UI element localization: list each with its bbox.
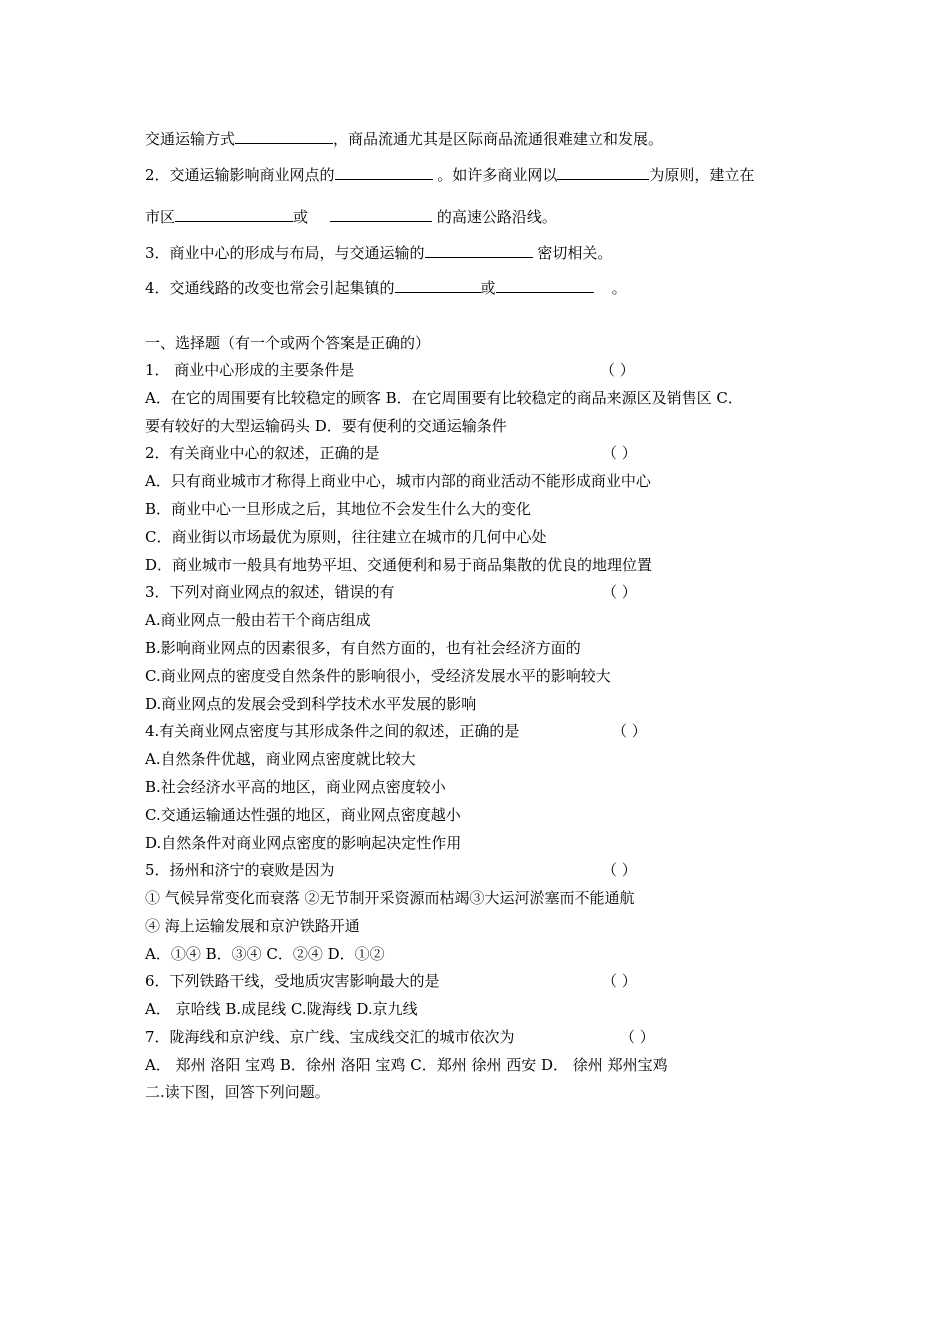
option-line: A．在它的周围要有比较稳定的顾客 B．在它周围要有比较稳定的商品来源区及销售区 C．: [145, 389, 743, 407]
fill-text: 3．商业中心的形成与布局，与交通运输的: [145, 244, 425, 262]
statement-line: ① 气候异常变化而衰落 ②无节制开采资源而枯竭③大运河淤塞而不能通航: [145, 889, 635, 907]
answer-paren[interactable]: （ ）: [600, 361, 635, 379]
fill-line-3: [145, 205, 557, 225]
question-stem: 2．有关商业中心的叙述，正确的是: [145, 444, 380, 462]
question-stem: 4.有关商业网点密度与其形成条件之间的叙述，正确的是: [145, 722, 520, 740]
question-stem: 7．陇海线和京沪线、京广线、宝成线交汇的城市依次为: [145, 1028, 515, 1046]
fill-line-5: [145, 276, 627, 296]
options-line: A． 京哈线 B.成昆线 C.陇海线 D.京九线: [145, 1000, 418, 1018]
fill-text: 为原则，建立在: [649, 166, 755, 184]
fill-text: 或: [293, 208, 309, 226]
answer-paren[interactable]: （ ）: [602, 861, 637, 879]
option-b: B．商业中心一旦形成之后，其地位不会发生什么大的变化: [145, 500, 532, 518]
answer-blank[interactable]: [557, 163, 649, 180]
question-stem: 3．下列对商业网点的叙述，错误的有: [145, 583, 395, 601]
option-d: D．商业城市一般具有地势平坦、交通便利和易于商品集散的优良的地理位置: [145, 556, 653, 574]
answer-blank[interactable]: [496, 276, 594, 293]
answer-blank[interactable]: [330, 205, 432, 222]
answer-blank[interactable]: [175, 205, 293, 222]
fill-text: 。: [611, 279, 627, 297]
fill-text: 。如许多商业网以: [437, 166, 558, 184]
option-a: A.商业网点一般由若干个商店组成: [145, 611, 371, 629]
answer-paren[interactable]: （ ）: [620, 1028, 655, 1046]
fill-text: 交通运输方式: [145, 130, 236, 148]
section-heading: 一、选择题（有一个或两个答案是正确的）: [145, 334, 431, 352]
answer-blank[interactable]: [425, 241, 533, 258]
statement-line: ④ 海上运输发展和京沪铁路开通: [145, 917, 360, 935]
options-line: A．①④ B．③④ C．②④ D．①②: [145, 945, 385, 963]
fill-text: 2．交通运输影响商业网点的: [145, 166, 335, 184]
answer-paren[interactable]: （ ）: [612, 722, 647, 740]
fill-text: 的高速公路沿线。: [436, 208, 557, 226]
fill-text: 市区: [145, 208, 176, 226]
options-line: A． 郑州 洛阳 宝鸡 B．徐州 洛阳 宝鸡 C．郑州 徐州 西安 D． 徐州 郑州宝鸡: [145, 1056, 668, 1074]
option-d: D.自然条件对商业网点密度的影响起决定性作用: [145, 834, 462, 852]
fill-line-1: [145, 127, 663, 147]
fill-line-2: [145, 163, 754, 183]
question-stem: 6．下列铁路干线，受地质灾害影响最大的是: [145, 972, 440, 990]
option-c: C.交通运输通达性强的地区，商业网点密度越小: [145, 806, 461, 824]
option-c: C．商业街以市场最优为原则，往往建立在城市的几何中心处: [145, 528, 547, 546]
answer-paren[interactable]: （ ）: [602, 972, 637, 990]
answer-paren[interactable]: （ ）: [602, 583, 637, 601]
option-line: 要有较好的大型运输码头 D．要有便利的交通运输条件: [145, 417, 507, 435]
answer-blank[interactable]: [395, 276, 481, 293]
fill-text: 4．交通线路的改变也常会引起集镇的: [145, 279, 395, 297]
question-stem: 1． 商业中心形成的主要条件是: [145, 361, 355, 379]
section-heading: 二.读下图，回答下列问题。: [145, 1083, 330, 1101]
fill-text: ，商品流通尤其是区际商品流通很难建立和发展。: [333, 130, 664, 148]
option-a: A．只有商业城市才称得上商业中心，城市内部的商业活动不能形成商业中心: [145, 472, 651, 490]
fill-text: 或: [480, 279, 496, 297]
answer-paren[interactable]: （ ）: [602, 444, 637, 462]
option-b: B.社会经济水平高的地区，商业网点密度较小: [145, 778, 446, 796]
fill-text: 密切相关。: [537, 244, 613, 262]
question-stem: 5．扬州和济宁的衰败是因为: [145, 861, 335, 879]
option-d: D.商业网点的发展会受到科学技术水平发展的影响: [145, 695, 477, 713]
option-c: C.商业网点的密度受自然条件的影响很小，受经济发展水平的影响较大: [145, 667, 611, 685]
option-a: A.自然条件优越，商业网点密度就比较大: [145, 750, 416, 768]
answer-blank[interactable]: [335, 163, 433, 180]
fill-line-4: [145, 241, 612, 261]
option-b: B.影响商业网点的因素很多，有自然方面的，也有社会经济方面的: [145, 639, 581, 657]
answer-blank[interactable]: [235, 127, 333, 144]
